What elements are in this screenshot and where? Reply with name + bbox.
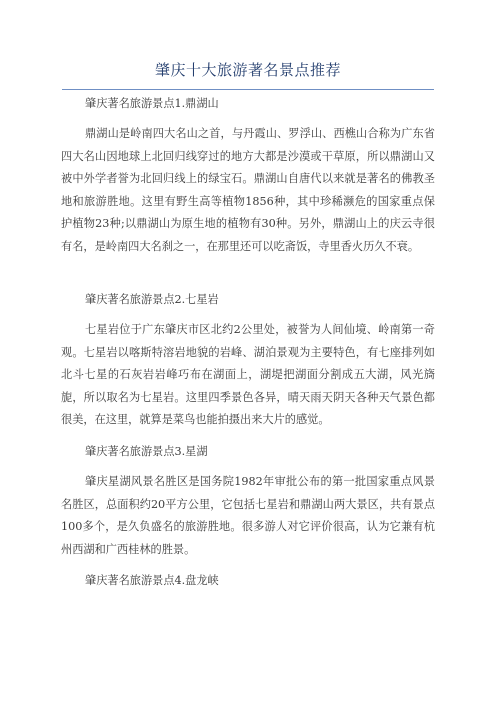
- section-heading-2: 肇庆著名旅游景点2.七星岩: [85, 293, 219, 306]
- section-body-2: 七星岩位于广东肇庆市区北约2公里处，被誉为人间仙境、岭南第一奇观。七星岩以喀斯特溶岩地貌的岩峰、湖泊景观为主要特色，有七座排列如北斗七星的石灰岩岩峰巧布在湖面上，湖堤把湖面分割成五大湖，风光旖旎，所以取名为七星岩。这里四季景色各异，晴天雨天阴天各种天气景色都很美，在这里，就算是菜鸟也能拍摄出来大片的感觉。: [61, 323, 435, 426]
- section-heading-4: 肇庆著名旅游景点4.盘龙峡: [85, 574, 219, 587]
- section-heading-3: 肇庆著名旅游景点3.星湖: [85, 445, 208, 458]
- section-body-1: 鼎湖山是岭南四大名山之首，与丹霞山、罗浮山、西樵山合称为广东省四大名山因地球上北回归线穿过的地方大都是沙漠或干草原，所以鼎湖山又被中外学者誉为北回归线上的绿宝石。鼎湖山自唐代以来就是著名的佛教圣地和旅游胜地。这里有野生高等植物1856种，其中珍稀濒危的国家重点保护植物23种;以鼎湖山为原生地的植物有30种。另外，鼎湖山上的庆云寺很有名，是岭南四大名刹之一，在那里还可以吃斋饭，寺里香火历久不衰。: [61, 127, 435, 253]
- section-body-3: 肇庆星湖风景名胜区是国务院1982年审批公布的第一批国家重点风景名胜区，总面积约20平方公里，它包括七星岩和鼎湖山两大景区，共有景点100多个，是久负盛名的旅游胜地。很多游人对它评价很高，认为它兼有杭州西湖和广西桂林的胜景。: [61, 475, 435, 556]
- title-underline: [62, 89, 434, 90]
- page-title: 肇庆十大旅游著名景点推荐: [154, 61, 341, 79]
- section-heading-1: 肇庆著名旅游景点1.鼎湖山: [85, 97, 219, 110]
